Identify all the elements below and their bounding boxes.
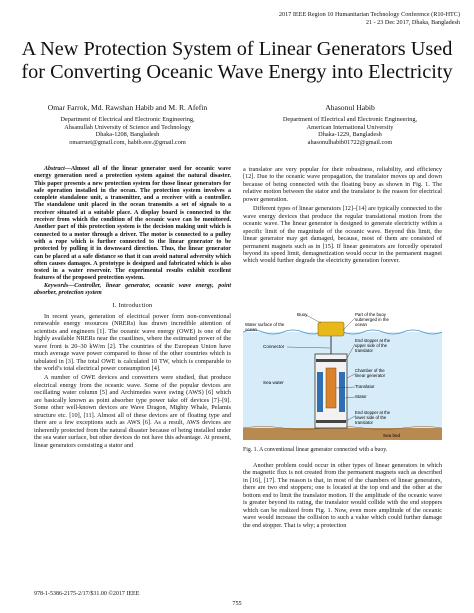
- author-dept-right: Department of Electrical and Electronic Engineering,: [282, 116, 418, 123]
- right-column-top: [243, 166, 442, 265]
- paper-title: [0, 38, 474, 84]
- author-city-left: Dhaka-1208, Bangladesh: [95, 131, 160, 139]
- upper-end-stopper: [316, 359, 346, 362]
- copyright-footer: 978-1-5386-2175-2/17/$31.00 ©2017 IEEE: [34, 591, 140, 597]
- label-connector: Connector: [263, 344, 285, 349]
- author-names-left: Omar Farrok, Md. Rawshan Habib and M. R. Afefin: [47, 103, 208, 112]
- intro-paragraph-2: A number of OWE devices and converters were studied, that produce electrical energy from the oceanic wave. Some of the popular devices are oscillating water column [5] and Archimedes wave swing (AWS) [6] which are basically known as point absorber type power take off devices [7]–[9]. Some other well-known devices are Wave Dragon, Mighty Whale, Pelamis structure etc. [10], [11]. Almost all of these devices are of floating type and there are a few exceptions such as AWS [6]. As a result, AWS devices are inherently protected from the natural disaster because of being installed under the sea water surface, but other devices do not have this advantage. At present, linear generators consisting a stator and: [34, 374, 231, 449]
- buoy-shape: [318, 322, 344, 336]
- translator-shape: [326, 368, 336, 408]
- body-paragraph-continued: a translator are very popular for their robustness, reliability, and efficiency [12]. Due to the oceanic wave propagation, the translator moves up and down because of being connected with the floating buoy as shown in Fig. 1. The relative motion between the stator and the translator is the reason for electrical power generation.: [243, 166, 442, 203]
- right-column-bottom: [243, 462, 442, 529]
- sea-bed-area: [243, 428, 442, 440]
- author-block-left: [20, 103, 235, 147]
- author-city-right: Dhaka-1229, Bangladesh: [318, 131, 382, 139]
- leader-part-buoy: [343, 318, 355, 330]
- conference-name: 2017 IEEE Region 10 Humanitarian Technology Conference (R10-HTC): [278, 11, 460, 18]
- leader-buoy: [306, 315, 321, 323]
- lower-end-stopper: [316, 420, 346, 423]
- title-line-1: A New Protection System of Linear Generators Used: [21, 38, 453, 60]
- label-sea-water: Sea water: [263, 380, 284, 385]
- author-names-right: Ahasonul Habib: [325, 103, 375, 112]
- author-university-left: Ahsanullah University of Science and Technology: [64, 123, 191, 131]
- label-end-stopper-lower: End stopper at the lower side of the translator: [355, 410, 391, 425]
- figure-1-caption: Fig. 1. A conventional linear generator connected with a buoy.: [243, 447, 388, 453]
- abstract-text: —Almost all of the linear generator used for oceanic wave energy generation need a protection system against the natural disaster. This paper presents a new protection system for those linear generators for safe operation installed in the ocean. The protection system involves a complete standalone unit, a transmitter, and a receiver with a controller. The standalone unit placed in the ocean transmits a set of signals to a receiver situated at a suitable place. A display board is connected to the receiver from which the condition of the oceanic wave can be monitored. Another part of this protection system is the decision making unit which is connected to a motor through a driver. The motor is connected to a pulley with a rope which is further connected to the linear generator to be protected by pulling it in downward direction. Thus, the linear generator can be placed at a safe distance so that it can avoid natural adversity which often causes damages. A prototype is designed and fabricated which is also tested in a water reservoir. The experimental results exhibit excellent features of the proposed protection system.: [34, 166, 231, 282]
- page-number: 755: [232, 600, 242, 607]
- label-stator: Stator: [355, 394, 367, 399]
- author-email-right: ahasonulhabib01722@gmail.com: [307, 139, 393, 147]
- label-sea-bed: Sea bed: [383, 433, 401, 438]
- author-university-right: American International University: [306, 123, 394, 131]
- section-heading-introduction: I. Introduction: [112, 302, 153, 310]
- left-column: [34, 166, 231, 449]
- figure-1-diagram: [243, 306, 442, 445]
- author-block-right: [244, 103, 456, 147]
- label-end-stopper-upper: End stopper at the upper side of the translator: [355, 338, 391, 353]
- label-water-surface: Water surface of the ocean: [245, 322, 285, 332]
- keywords-text: —Controller, linear generator, oceanic wave energy, point absorber, protection system: [34, 282, 231, 297]
- label-translator: Translator: [355, 384, 375, 389]
- conference-dates: 21 - 23 Dec 2017, Dhaka, Bangladesh: [365, 18, 460, 26]
- body-paragraph-linear-generators: Different types of linear generators [12]–[14] are typically connected to the wave energy devices that produce the regular translational motion from the oceanic wave. The linear generator is designed to generate electricity within a specific limit of the magnitude of the oceanic wave. Beyond this limit, the linear generator may get damaged, because, most of them are consisted of permanent magnets such as in [15]. If linear generators are forcedly operated beyond its speed limit, demagnetization would occur in the permanent magnet which would further degrade the electricity generation forever.: [243, 205, 442, 265]
- label-part-buoy: Part of the buoy submerged in the ocean: [355, 312, 389, 327]
- title-line-2: for Converting Oceanic Wave Energy into Electricity: [21, 61, 453, 83]
- conference-header: [279, 11, 460, 26]
- keywords-label: Keywords: [44, 282, 69, 289]
- keywords: [34, 283, 231, 298]
- label-buoy: Buoy: [297, 312, 308, 317]
- author-dept-left: Department of Electrical and Electronic Engineering,: [60, 116, 195, 123]
- label-chamber: Chamber of the linear generator: [355, 368, 386, 378]
- intro-paragraph-1: In recent years, generation of electrical power form non-conventional renewable energy resources (NRERs) has drawn incredible attention of scientists and engineers [1]. The oceanic wave energy (OWE) is one of the highly available NRERs near the coastlines, where the estimated power of the wave front is 20–30 kW/m [2]. The countries of the European Union have much average wave power compared to those of the other countries which is tabulated in [3]. The total OWE is calculated 10 TW, which is comparable to the world’s total electrical power consumption [4].: [34, 312, 231, 372]
- author-email-left: omarruet@gmail.com, habib.eee.@gmail.com: [69, 139, 186, 147]
- abstract-label: Abstract: [44, 166, 65, 172]
- stator-right: [339, 372, 345, 412]
- figure-1: [243, 306, 442, 445]
- body-paragraph-problem: Another problem could occur in other types of linear generators in which the magnetic flux is not created from the permanent magnets such as described in [16], [17]. The reason is that, in most of the chambers of linear generators, there are two end stoppers; one is located at the top end and the other at the bottom end to limit the translator motion. If the amplitude of the oceanic wave is greater beyond its rating, the translator would collide with the end stoppers which can be realized from Fig. 1. Now, even more amplitude of the oceanic wave would increase the collision to such a value which could further damage the end stopper. That is why; a protection: [243, 462, 442, 529]
- abstract: [34, 166, 231, 283]
- stator-left: [317, 372, 323, 412]
